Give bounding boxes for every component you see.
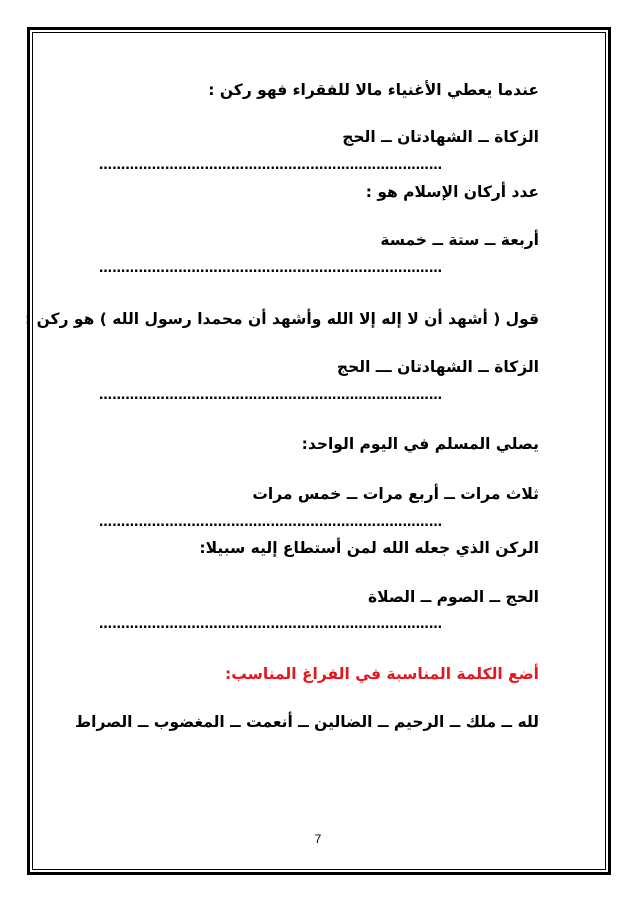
question-4-prompt: يصلي المسلم في اليوم الواحد:	[301, 435, 539, 453]
question-2-answer-line: ……………………………………………………………………	[99, 263, 443, 275]
question-3-answer-line: ……………………………………………………………………	[99, 390, 443, 402]
question-5-options: الحج ــ الصوم ــ الصلاة	[367, 588, 539, 606]
question-4-answer-line: ……………………………………………………………………	[99, 517, 443, 529]
fill-blank-heading: أضع الكلمة المناسبة في الفراغ المناسب:	[225, 665, 539, 683]
question-2-options: أربعة ــ ستة ــ خمسة	[380, 231, 539, 249]
question-5-answer-line: ……………………………………………………………………	[99, 619, 443, 631]
question-1-answer-line: ……………………………………………………………………	[99, 160, 443, 172]
question-2-prompt: عدد أركان الإسلام هو :	[365, 183, 539, 201]
question-3-prompt: قول ( أشهد أن لا إله إلا الله وأشهد أن محمدا رسول الله ) هو ركن :	[25, 310, 539, 328]
page-number: 7	[314, 832, 322, 846]
question-1-prompt: عندما يعطي الأغنياء مالا للفقراء فهو ركن :	[208, 81, 539, 99]
question-5-prompt: الركن الذي جعله الله لمن أستطاع إليه سبيلا:	[199, 539, 539, 557]
fill-blank-word-bank: لله ــ ملك ــ الرحيم ــ الضالين ــ أنعمت ــ المغضوب ــ الصراط	[75, 713, 539, 731]
question-1-options: الزكاة ــ الشهادتان ــ الحج	[342, 128, 539, 146]
question-3-options: الزكاة ــ الشهادتان ـــ الحج	[336, 358, 539, 376]
question-4-options: ثلاث مرات ــ أربع مرات ــ خمس مرات	[252, 485, 539, 503]
